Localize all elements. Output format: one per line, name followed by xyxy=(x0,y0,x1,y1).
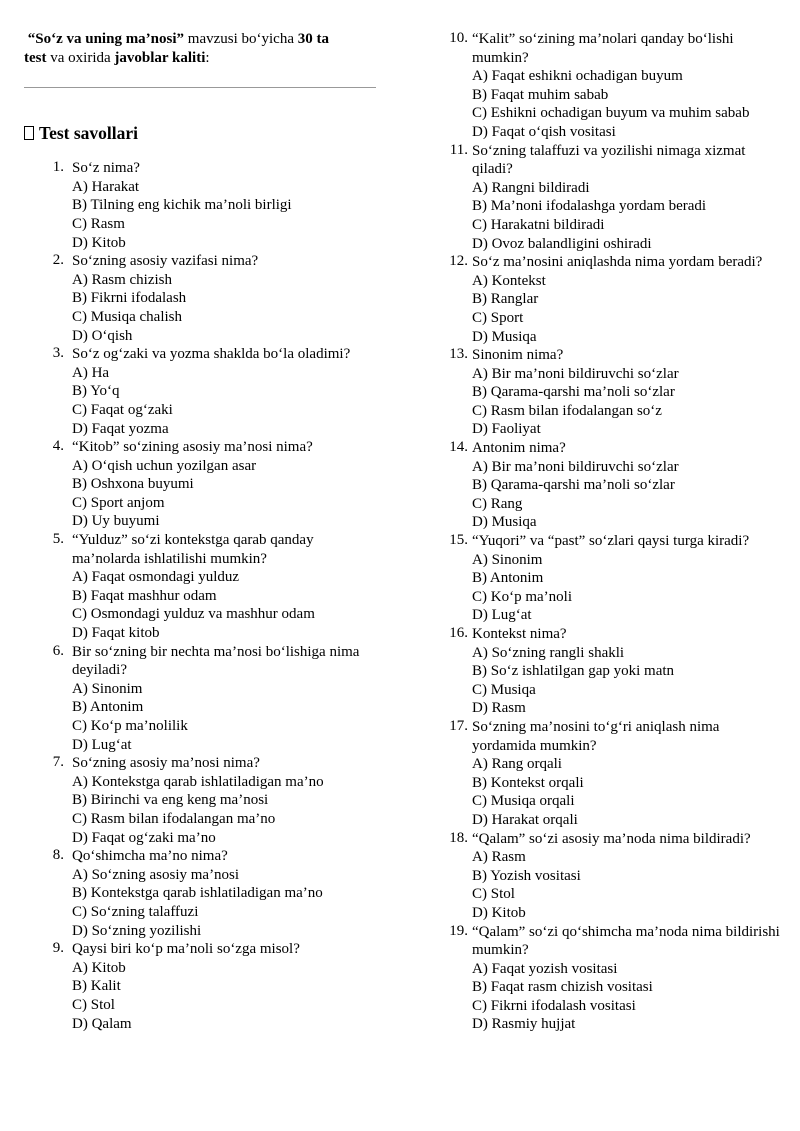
question-number: 15. xyxy=(449,532,468,549)
answer-option: C) Faqat og‘zaki xyxy=(72,401,173,418)
answer-option: D) Ovoz balandligini oshiradi xyxy=(472,235,652,252)
section-title-text: Test savollari xyxy=(39,123,139,144)
question-text: So‘z nima? xyxy=(72,160,140,177)
question-text: So‘zning asosiy vazifasi nima? xyxy=(72,253,259,270)
answer-option: D) Faqat og‘zaki ma’no xyxy=(72,829,216,846)
answer-option: B) Ranglar xyxy=(472,291,539,308)
answer-option: A) Sinonim xyxy=(472,551,543,568)
question-text: “Kitob” so‘zining asosiy ma’nosi nima? xyxy=(72,439,313,456)
missing-glyph-icon xyxy=(24,126,34,140)
answer-option: B) Yozish vositasi xyxy=(472,867,581,884)
question-number: 6. xyxy=(52,642,64,659)
answer-option: D) Lug‘at xyxy=(472,607,532,624)
answer-option: A) Bir ma’noni bildiruvchi so‘zlar xyxy=(472,458,679,475)
question-number: 2. xyxy=(52,252,64,269)
answer-option: C) Osmondagi yulduz va mashhur odam xyxy=(72,606,315,623)
answer-option: D) Harakat orqali xyxy=(472,811,578,828)
right-column xyxy=(444,30,784,1034)
question-number: 19. xyxy=(449,922,468,939)
answer-option: A) Kontekstga qarab ishlatiladigan ma’no xyxy=(72,773,324,790)
question-number: 17. xyxy=(449,717,468,734)
question-number: 1. xyxy=(52,159,64,176)
question-number: 12. xyxy=(449,253,468,270)
answer-option: B) Antonim xyxy=(72,699,144,716)
question-text: “Qalam” so‘zi asosiy ma’noda nima bildiradi? xyxy=(472,830,751,847)
question-item xyxy=(444,253,784,346)
answer-option: A) O‘qish uchun yozilgan asar xyxy=(72,457,257,474)
answer-option: D) Faqat yozma xyxy=(72,420,169,437)
answer-option: D) O‘qish xyxy=(72,327,133,344)
answer-option: D) Musiqa xyxy=(472,514,537,531)
question-item xyxy=(24,438,376,531)
answer-option: B) Qarama-qarshi ma’noli so‘zlar xyxy=(472,384,675,401)
answer-option: A) Ha xyxy=(72,364,110,381)
answer-option: C) Stol xyxy=(472,886,515,903)
answer-option: D) Rasm xyxy=(472,700,526,717)
question-item xyxy=(444,30,784,142)
intro-title: “So‘z va uning ma’nosi” xyxy=(27,31,185,47)
question-list-left xyxy=(24,159,376,1033)
answer-option: A) Faqat eshikni ochadigan buyum xyxy=(472,68,683,85)
question-item xyxy=(24,531,376,643)
answer-option: A) Rasm chizish xyxy=(72,271,172,288)
question-number: 7. xyxy=(52,754,64,771)
left-column xyxy=(24,30,376,1033)
question-item xyxy=(444,439,784,532)
question-item xyxy=(24,252,376,345)
question-text: “Qalam” so‘zi qo‘shimcha ma’noda nima bildirishi mumkin? xyxy=(472,923,780,959)
question-number: 8. xyxy=(52,847,64,864)
question-number: 5. xyxy=(52,531,64,548)
question-item xyxy=(24,345,376,438)
answer-option: C) Fikrni ifodalash vositasi xyxy=(472,997,636,1014)
question-number: 16. xyxy=(449,625,468,641)
answer-option: B) Yo‘q xyxy=(72,383,120,400)
answer-option: B) Kontekstga qarab ishlatiladigan ma’no xyxy=(72,885,323,902)
horizontal-divider xyxy=(24,87,376,88)
answer-option: A) Harakat xyxy=(72,178,140,195)
question-text: Bir so‘zning bir nechta ma’nosi bo‘lishiga nima deyiladi? xyxy=(72,643,360,679)
answer-option: D) Musiqa xyxy=(472,328,537,345)
answer-option: B) Faqat muhim sabab xyxy=(472,86,609,103)
answer-option: C) Harakatni bildiradi xyxy=(472,216,605,233)
answer-option: A) Sinonim xyxy=(72,680,143,697)
section-title xyxy=(24,122,376,144)
question-number: 4. xyxy=(52,438,64,455)
answer-option: B) Birinchi va eng keng ma’nosi xyxy=(72,792,269,809)
answer-option: C) Ko‘p ma’noli xyxy=(472,588,572,605)
question-item xyxy=(24,754,376,847)
answer-option: A) So‘zning asosiy ma’nosi xyxy=(72,866,240,883)
question-text: So‘zning asosiy ma’nosi nima? xyxy=(72,755,260,772)
answer-option: C) Rang xyxy=(472,495,523,512)
answer-option: D) Kitob xyxy=(472,904,526,921)
answer-option: C) Musiqa orqali xyxy=(472,793,575,810)
answer-option: B) Kontekst orqali xyxy=(472,774,584,791)
answer-option: D) Kitob xyxy=(72,234,126,251)
answer-option: A) Kontekst xyxy=(472,272,546,289)
question-text: “Yuqori” va “past” so‘zlari qaysi turga kiradi? xyxy=(472,533,750,550)
answer-option: C) Sport anjom xyxy=(72,494,165,511)
answer-option: D) Uy buyumi xyxy=(72,513,160,530)
answer-option: C) Rasm xyxy=(72,215,125,232)
question-item xyxy=(444,346,784,439)
answer-option: D) Lug‘at xyxy=(72,736,132,753)
answer-option: D) Qalam xyxy=(72,1015,132,1032)
question-text: So‘z ma’nosini aniqlashda nima yordam beradi? xyxy=(472,254,763,271)
question-text: Qaysi biri ko‘p ma’noli so‘zga misol? xyxy=(72,941,300,958)
question-text: Antonim nima? xyxy=(472,440,566,457)
answer-option: D) Faqat kitob xyxy=(72,625,160,642)
intro-count: 30 ta xyxy=(297,31,329,47)
question-text: Sinonim nima? xyxy=(472,347,564,364)
intro-test-word: test xyxy=(24,49,47,66)
answer-option: B) Faqat mashhur odam xyxy=(72,587,217,604)
question-item xyxy=(444,142,784,254)
answer-option: C) Sport xyxy=(472,309,524,326)
answer-option: C) Rasm bilan ifodalangan ma’no xyxy=(72,810,276,827)
answer-option: B) Fikrni ifodalash xyxy=(72,290,187,307)
intro-paragraph xyxy=(24,30,376,67)
question-number: 11. xyxy=(449,141,468,158)
answer-option: B) Antonim xyxy=(472,570,544,587)
question-number: 18. xyxy=(449,829,468,846)
answer-option: A) Faqat osmondagi yulduz xyxy=(72,569,240,586)
answer-option: D) So‘zning yozilishi xyxy=(72,922,202,939)
answer-option: B) Oshxona buyumi xyxy=(72,476,194,493)
intro-colon: : xyxy=(205,49,210,66)
answer-option: C) Ko‘p ma’nolilik xyxy=(72,718,188,734)
question-item xyxy=(444,830,784,923)
question-number: 10. xyxy=(449,30,468,46)
question-item xyxy=(444,625,784,718)
answer-option: A) Rang orqali xyxy=(472,756,562,773)
question-number: 14. xyxy=(449,439,468,456)
question-text: Qo‘shimcha ma’no nima? xyxy=(72,848,228,865)
question-item xyxy=(24,940,376,1033)
answer-option: A) Rangni bildiradi xyxy=(472,179,590,196)
answer-option: B) Faqat rasm chizish vositasi xyxy=(472,979,653,996)
question-text: So‘zning ma’nosini to‘g‘ri aniqlash nima yordamida mumkin? xyxy=(472,718,720,754)
answer-option: B) Tilning eng kichik ma’noli birligi xyxy=(72,197,292,214)
answer-option: D) Faqat o‘qish vositasi xyxy=(472,123,616,140)
answer-option: C) Musiqa xyxy=(472,681,536,698)
question-text: “Yulduz” so‘zi kontekstga qarab qanday ma’nolarda ishlatilishi mumkin? xyxy=(72,532,314,567)
answer-option: A) Rasm xyxy=(472,849,526,866)
intro-text-1: mavzusi bo‘yicha xyxy=(184,31,298,47)
question-number: 3. xyxy=(52,345,64,362)
answer-option: B) So‘z ishlatilgan gap yoki matn xyxy=(472,663,675,680)
answer-option: B) Kalit xyxy=(72,978,121,995)
answer-option: C) Rasm bilan ifodalangan so‘z xyxy=(472,402,662,419)
answer-option: A) Bir ma’noni bildiruvchi so‘zlar xyxy=(472,365,679,382)
question-text: “Kalit” so‘zining ma’nolari qanday bo‘lishi mumkin? xyxy=(472,31,734,66)
question-text: So‘z og‘zaki va yozma shaklda bo‘la oladimi? xyxy=(72,346,351,363)
question-item xyxy=(444,718,784,830)
answer-option: A) Kitob xyxy=(72,959,126,976)
answer-option: D) Faoliyat xyxy=(472,421,541,438)
intro-answers: javoblar kaliti xyxy=(114,49,206,66)
answer-option: A) Faqat yozish vositasi xyxy=(472,960,618,977)
answer-option: C) Eshikni ochadigan buyum va muhim sabab xyxy=(472,105,750,122)
answer-option: B) Qarama-qarshi ma’noli so‘zlar xyxy=(472,477,675,494)
question-number: 13. xyxy=(449,346,468,363)
question-item xyxy=(24,847,376,940)
answer-option: C) So‘zning talaffuzi xyxy=(72,903,199,920)
question-text: So‘zning talaffuzi va yozilishi nimaga xizmat qiladi? xyxy=(472,142,746,178)
answer-option: A) So‘zning rangli shakli xyxy=(472,644,625,661)
question-number: 9. xyxy=(52,940,64,957)
intro-text-3: va oxirida xyxy=(46,49,115,66)
answer-option: C) Musiqa chalish xyxy=(72,308,182,325)
question-list-right xyxy=(444,30,784,1034)
answer-option: C) Stol xyxy=(72,996,115,1013)
answer-option: D) Rasmiy hujjat xyxy=(472,1016,576,1033)
question-item xyxy=(24,159,376,252)
question-text: Kontekst nima? xyxy=(472,626,567,642)
question-item xyxy=(24,643,376,755)
question-item xyxy=(444,532,784,625)
question-item xyxy=(444,923,784,1035)
answer-option: B) Ma’noni ifodalashga yordam beradi xyxy=(472,198,707,215)
